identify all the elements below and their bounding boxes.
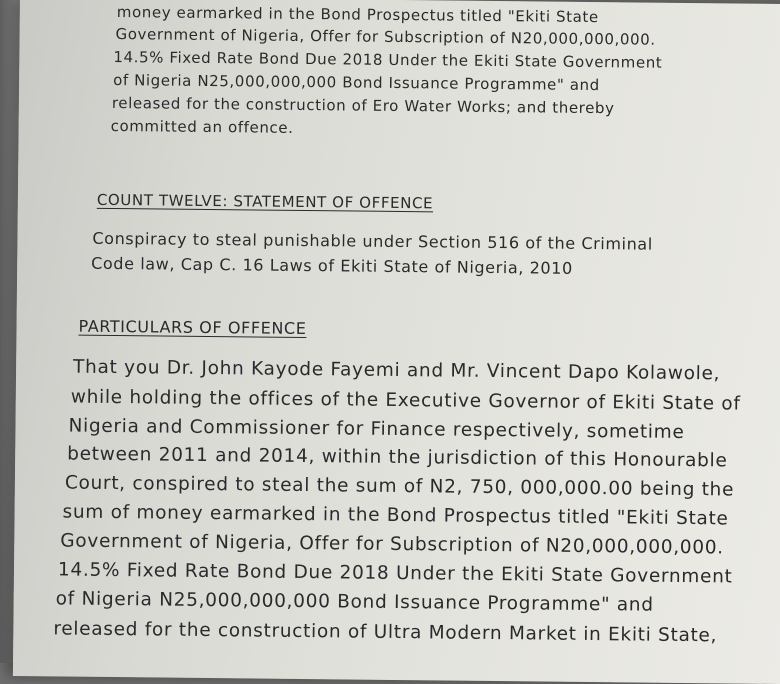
prev-particulars-line-2: Government of Nigeria, Offer for Subscription of N20,000,000,000. [115, 25, 656, 49]
particulars-line-6: sum of money earmarked in the Bond Prospectus titled "Ekiti State [62, 501, 729, 530]
prev-particulars-line-5: released for the construction of Ero Water Works; and thereby [111, 93, 615, 118]
particulars-line-5: Court, conspired to steal the sum of N2, 750, 000,000.00 being the [64, 472, 735, 501]
particulars-line-3: Nigeria and Commissioner for Finance respectively, sometime [68, 415, 685, 443]
particulars-line-9: of Nigeria N25,000,000,000 Bond Issuance Programme" and [55, 588, 654, 616]
particulars-line-1: That you Dr. John Kayode Fayemi and Mr. Vincent Dapo Kolawole, [73, 356, 721, 385]
particulars-line-8: 14.5% Fixed Rate Bond Due 2018 Under the Ekiti State Government [57, 559, 733, 588]
document-page [13, 0, 780, 684]
count-twelve-line-1: Conspiracy to steal punishable under Section 516 of the Criminal [92, 228, 653, 254]
particulars-line-2: while holding the offices of the Executive Governor of Ekiti State of [70, 386, 741, 415]
particulars-line-4: between 2011 and 2014, within the jurisdiction of this Honourable [67, 443, 728, 472]
prev-particulars-line-6: committed an offence. [110, 116, 294, 137]
particulars-line-7: Government of Nigeria, Offer for Subscription of N20,000,000,000. [60, 530, 724, 559]
prev-particulars-line-4: of Nigeria N25,000,000,000 Bond Issuance Programme" and [113, 70, 600, 95]
prev-particulars-line-3: 14.5% Fixed Rate Bond Due 2018 Under the Ekiti State Government [113, 47, 663, 72]
count-twelve-line-2: Code law, Cap C. 16 Laws of Ekiti State of Nigeria, 2010 [91, 253, 573, 278]
particulars-heading: PARTICULARS OF OFFENCE [78, 316, 307, 339]
count-twelve-heading: COUNT TWELVE: STATEMENT OF OFFENCE [96, 190, 434, 213]
prev-particulars-line-1: money earmarked in the Bond Prospectus titled "Ekiti State [116, 3, 599, 27]
particulars-line-10: released for the construction of Ultra Modern Market in Ekiti State, [53, 618, 718, 647]
